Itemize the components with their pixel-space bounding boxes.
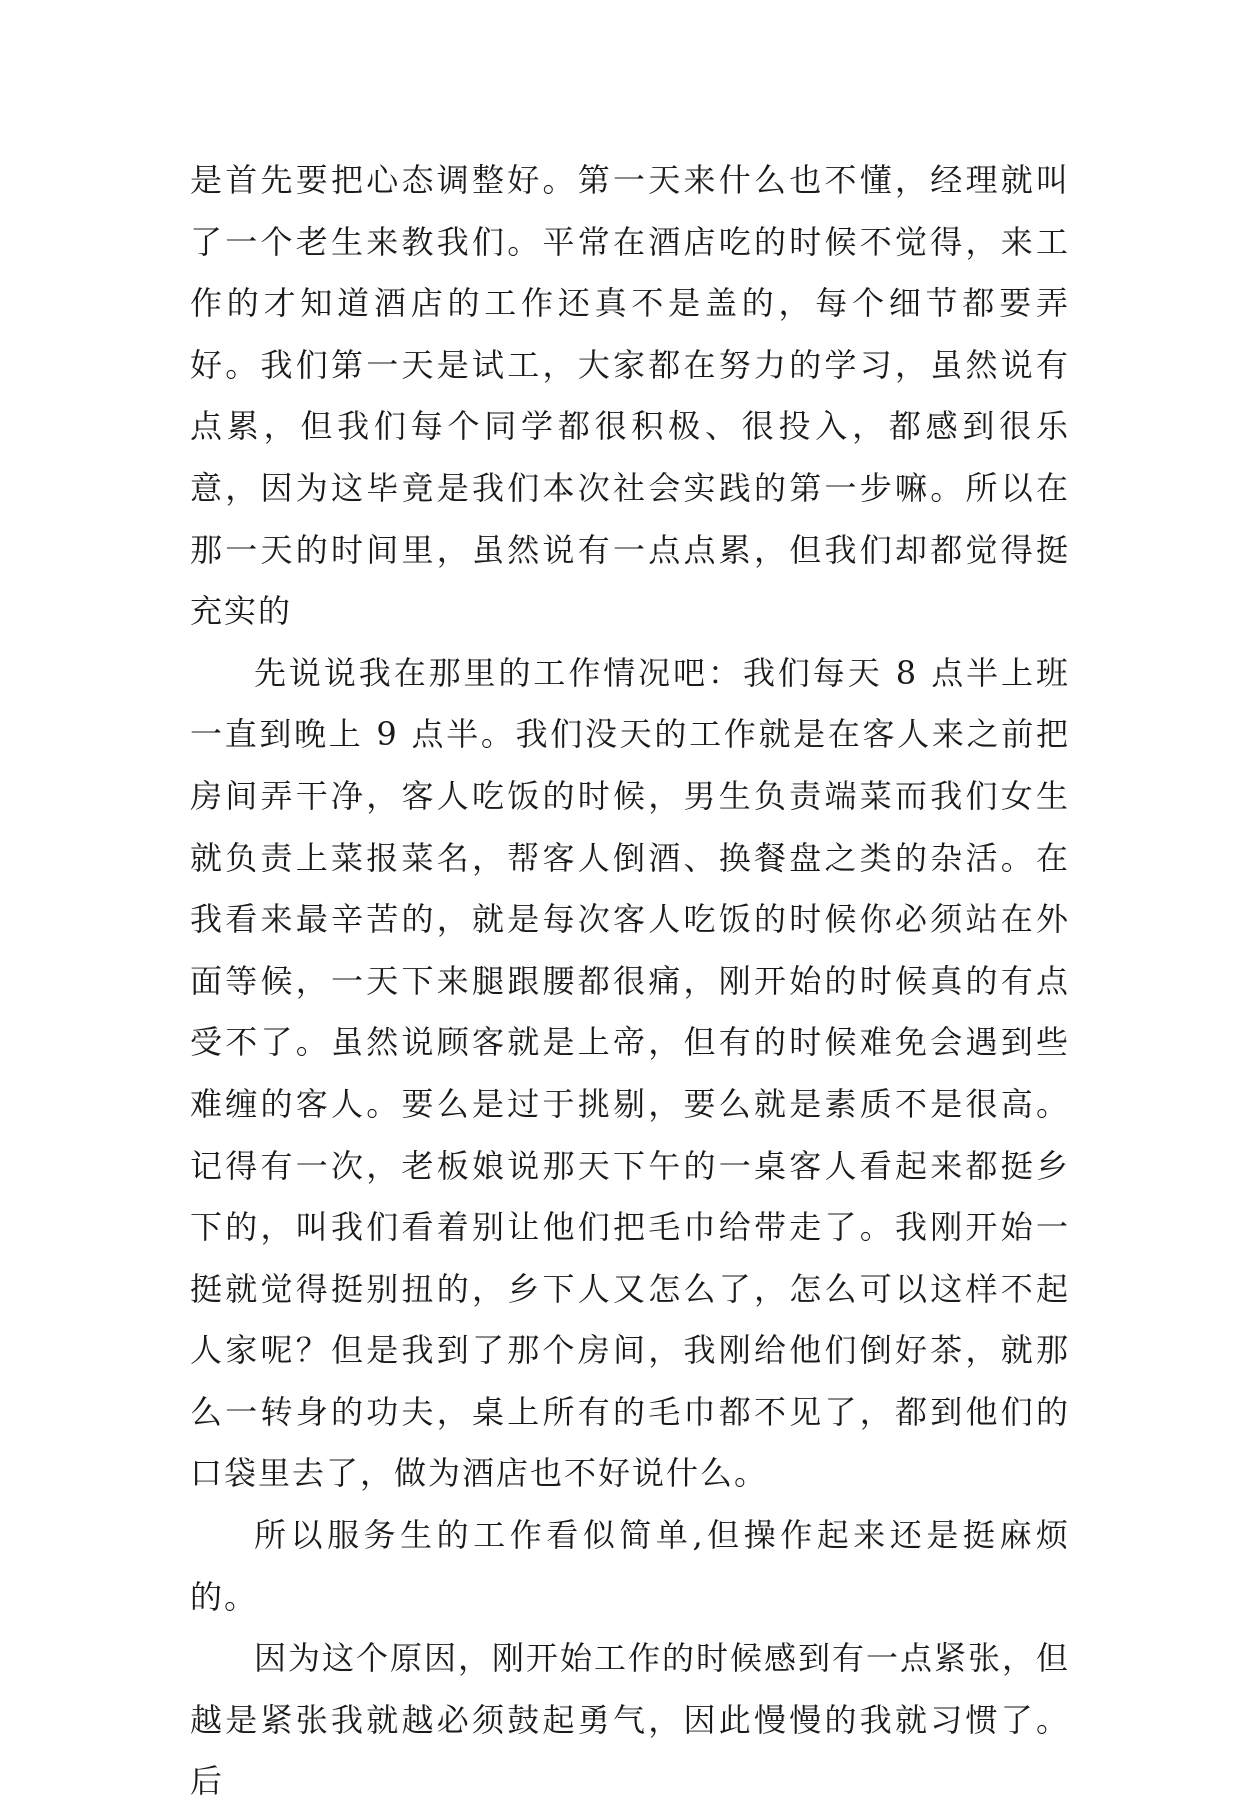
body-text (190, 150, 1070, 1813)
paragraph-1: 是首先要把心态调整好。第一天来什么也不懂，经理就叫了一个老生来教我们。平常在酒店吃的时候不觉得，来工作的才知道酒店的工作还真不是盖的，每个细节都要弄好。我们第一天是试工，大家都在努力的学习，虽然说有点累，但我们每个同学都很积极、很投入，都感到很乐意，因为这毕竟是我们本次社会实践的第一步嘛。所以在那一天的时间里，虽然说有一点点累，但我们却都觉得挺充实的 (190, 161, 1070, 631)
paragraph-3: 所以服务生的工作看似简单,但操作起来还是挺麻烦的。 (190, 1516, 1070, 1616)
paragraph-4: 因为这个原因，刚开始工作的时候感到有一点紧张，但越是紧张我就越必须鼓起勇气，因此慢慢的我就习惯了。后 (190, 1639, 1071, 1801)
paragraph-2: 先说说我在那里的工作情况吧：我们每天 8 点半上班一直到晚上 9 点半。我们没天的工作就是在客人来之前把房间弄干净，客人吃饭的时候，男生负责端菜而我们女生就负责上菜报菜名，帮客人倒酒、换餐盘之类的杂活。在我看来最辛苦的，就是每次客人吃饭的时候你必须站在外面等候，一天下来腿跟腰都很痛，刚开始的时候真的有点受不了。虽然说顾客就是上帝，但有的时候难免会遇到些难缠的客人。要么是过于挑剔，要么就是素质不是很高。记得有一次，老板娘说那天下午的一桌客人看起来都挺乡下的，叫我们看着别让他们把毛巾给带走了。我刚开始一挺就觉得挺别扭的，乡下人又怎么了，怎么可以这样不起人家呢？但是我到了那个房间，我刚给他们倒好茶，就那么一转身的功夫，桌上所有的毛巾都不见了，都到他们的口袋里去了，做为酒店也不好说什么。 (190, 653, 1070, 1493)
